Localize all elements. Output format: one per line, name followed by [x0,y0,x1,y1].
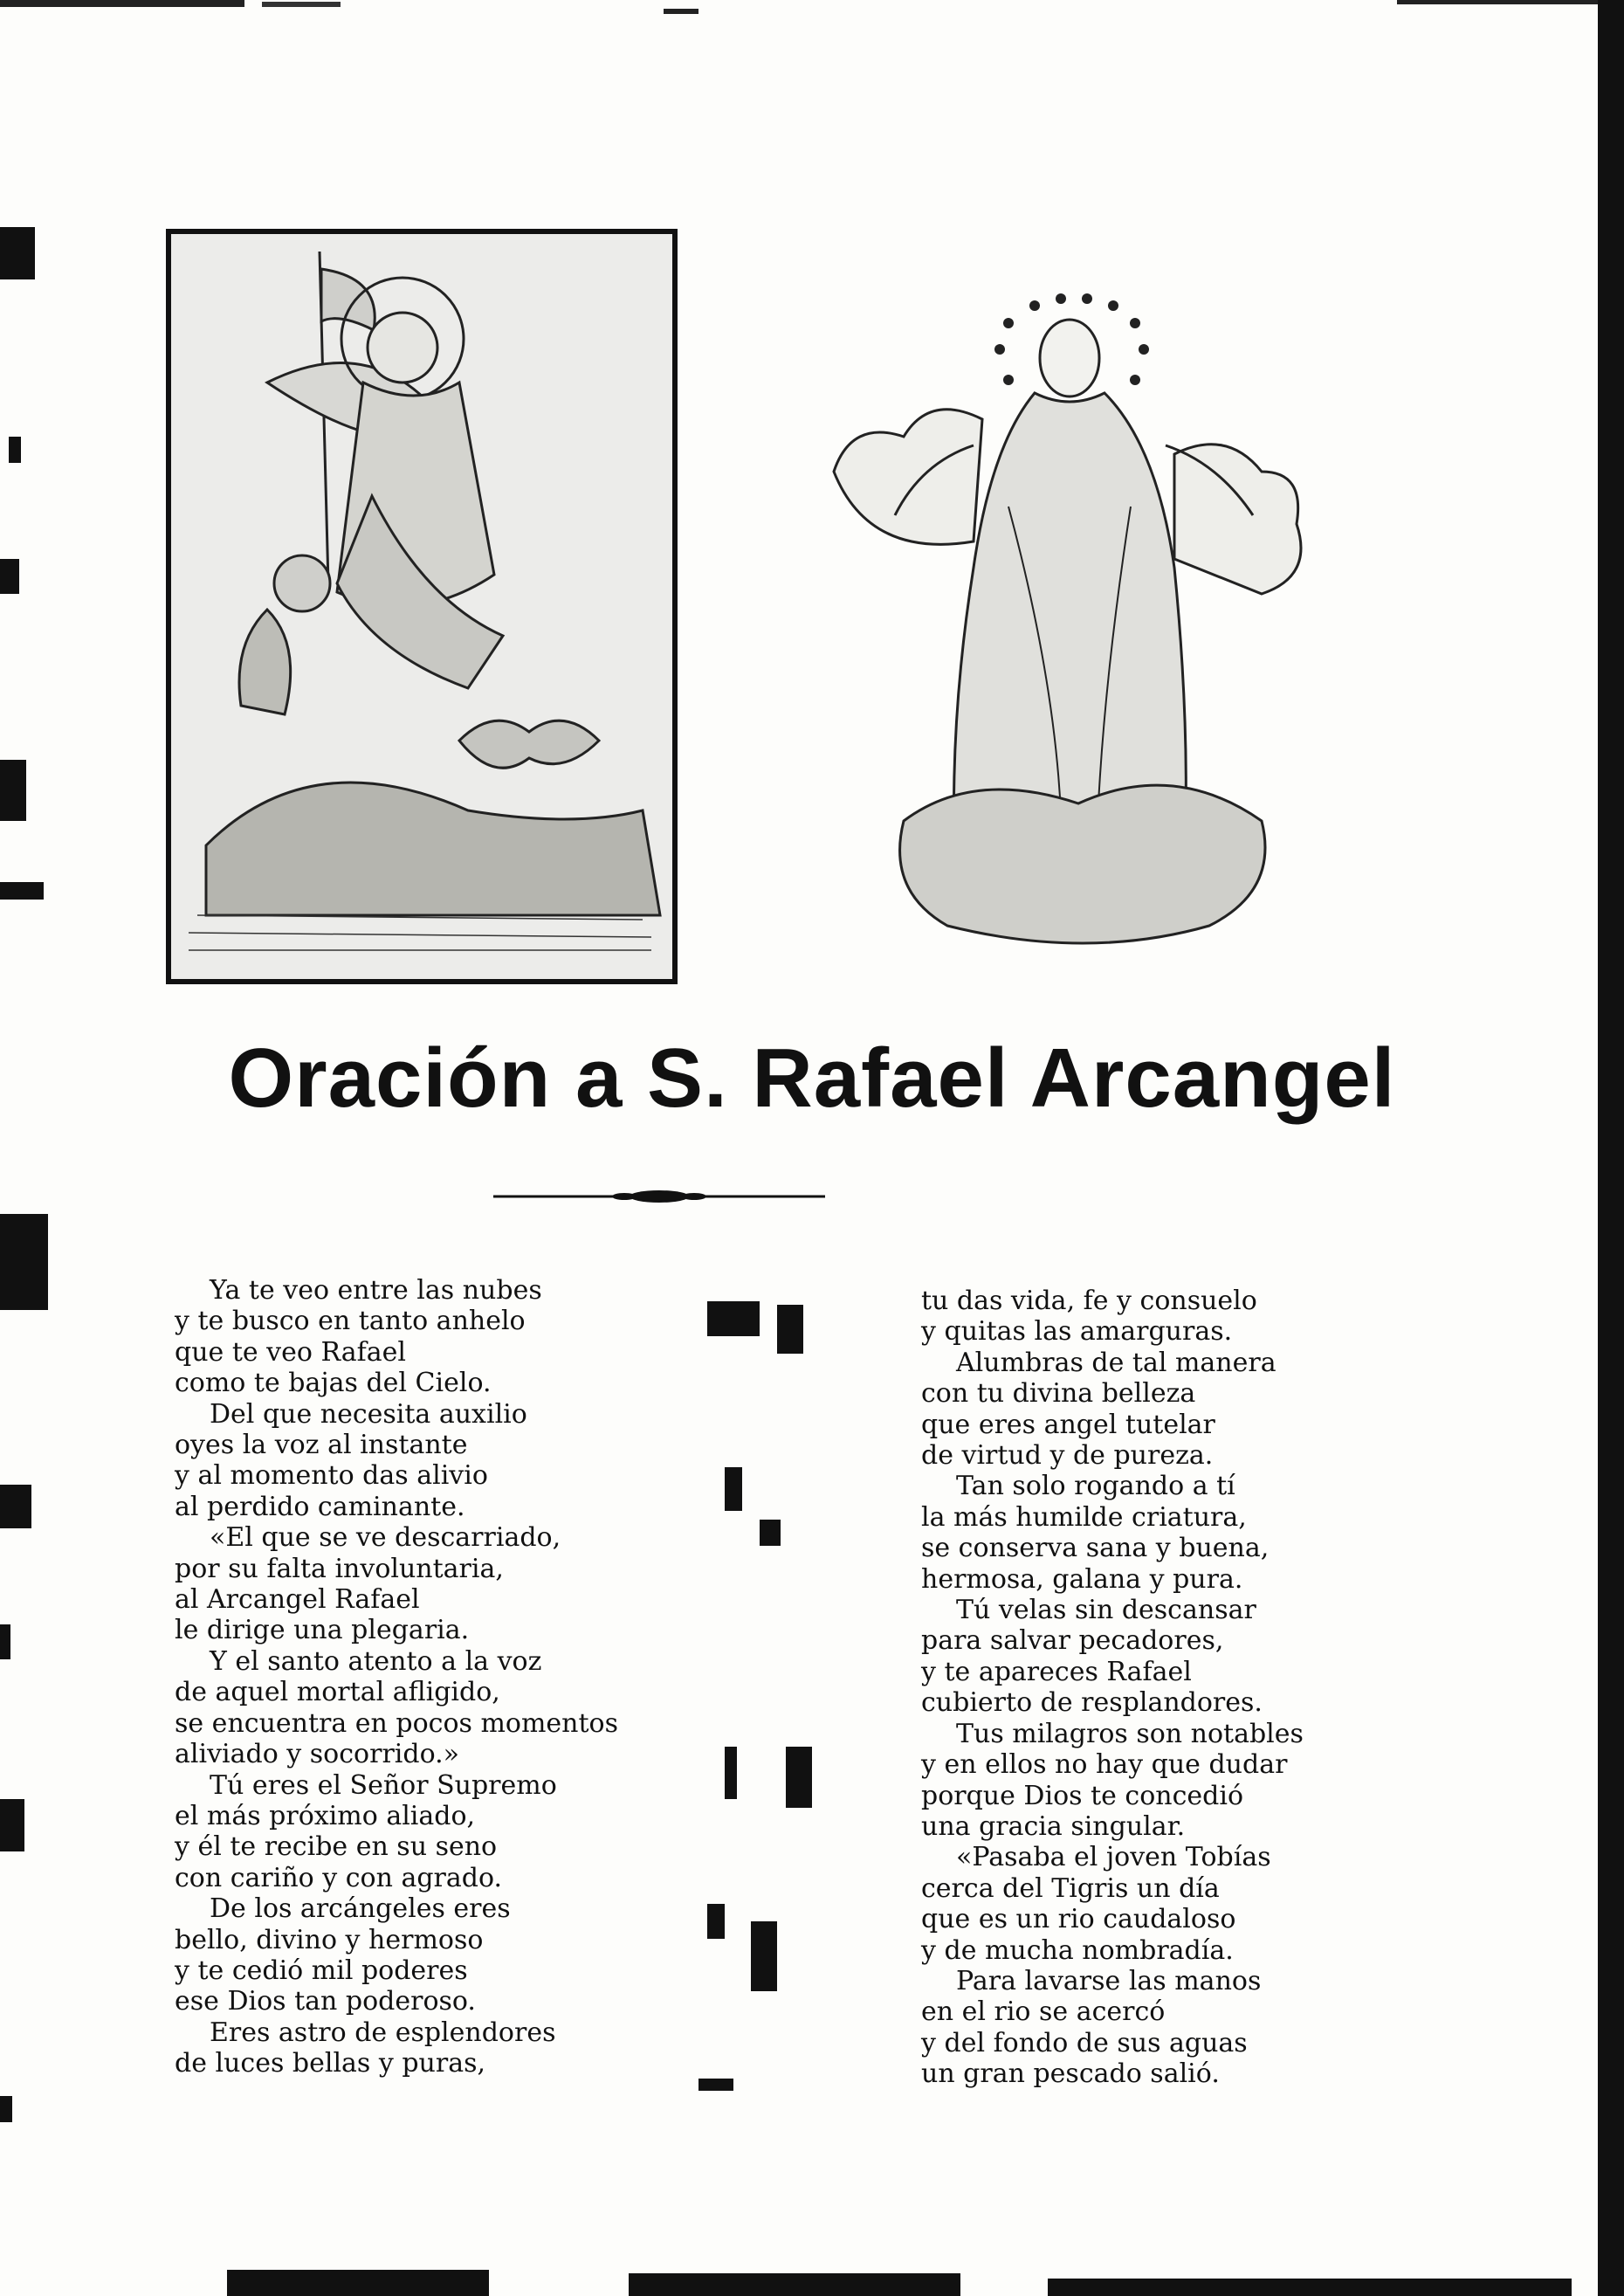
verse-line: y te cedió mil poderes [175,1955,468,1986]
verse-line: y de mucha nombradía. [921,1934,1234,1966]
verse-line: una gracia singular. [921,1810,1186,1842]
verse-line: con cariño y con agrado. [175,1862,503,1893]
verse-line: y del fondo de sus aguas [921,2027,1248,2058]
virgin-illustration [799,279,1340,996]
verse-line: oyes la voz al instante [175,1430,468,1461]
verse-line: y te busco en tanto anhelo [175,1306,526,1337]
verse-line: Eres astro de esplendores [210,2017,556,2048]
verse-line: se conserva sana y buena, [921,1533,1270,1564]
verse-line: la más humilde criatura, [921,1501,1247,1533]
archangel-illustration [171,234,672,979]
left-edge-noise [0,0,52,2296]
verse-line: que te veo Rafael [175,1336,406,1368]
page-title: Oración a S. Rafael Arcangel [228,1031,1396,1125]
verse-line: por su falta involuntaria, [175,1553,504,1584]
bottom-edge-noise [0,2244,1624,2296]
virgin-woodcut-image [799,279,1340,996]
verse-line: «Pasaba el joven Tobías [956,1842,1271,1873]
raphael-woodcut-image [166,229,678,984]
verse-line: y él te recibe en su seno [175,1831,498,1863]
verse-line: hermosa, galana y pura. [921,1563,1243,1595]
verse-line: ese Dios tan poderoso. [175,1986,476,2017]
verse-line: Y el santo atento a la voz [210,1645,542,1677]
title-divider [493,1188,825,1205]
verse-line: se encuentra en pocos momentos [175,1707,618,1739]
verse-line: para salvar pecadores, [921,1625,1224,1657]
verse-line: un gran pescado salió. [921,2058,1220,2090]
verse-line: con tu divina belleza [921,1378,1196,1410]
right-dark-edge [1598,0,1624,2296]
verse-line: de aquel mortal afligido, [175,1677,500,1708]
verse-line: Tan solo rogando a tí [956,1471,1235,1502]
verse-line: Alumbras de tal manera [956,1347,1276,1378]
verse-column-left [175,1275,664,2079]
verse-line: bello, divino y hermoso [175,1924,484,1955]
verse-line: «El que se ve descarriado, [210,1522,561,1554]
verse-line: el más próximo aliado, [175,1800,476,1831]
verse-column-right [921,1286,1410,2090]
verse-line: Tú velas sin descansar [956,1595,1256,1626]
verse-line: Tú eres el Señor Supremo [210,1769,557,1801]
verse-line: y te apareces Rafael [921,1656,1192,1687]
verse-line: cerca del Tigris un día [921,1872,1220,1904]
verse-line: de luces bellas y puras, [175,2048,486,2079]
verse-line: al perdido caminante. [175,1491,465,1522]
top-edge-noise [0,0,1624,26]
verse-line: y en ellos no hay que dudar [921,1749,1288,1781]
verse-line: en el rio se acercó [921,1996,1166,2028]
verse-line: como te bajas del Cielo. [175,1368,492,1399]
verse-line: Del que necesita auxilio [210,1398,527,1430]
verse-line: De los arcángeles eres [210,1893,511,1925]
verse-line: de virtud y de pureza. [921,1440,1214,1472]
verse-line: al Arcangel Rafael [175,1584,420,1616]
verse-line: Para lavarse las manos [956,1965,1262,1996]
verse-line: que eres angel tutelar [921,1409,1215,1440]
verse-line: y al momento das alivio [175,1460,488,1492]
verse-line: tu das vida, fe y consuelo [921,1286,1257,1316]
center-gutter-noise [672,1293,847,2131]
verse-line: y quitas las amarguras. [921,1316,1233,1348]
verse-line: le dirige una plegaria. [175,1615,470,1646]
verse-line: aliviado y socorrido.» [175,1739,460,1770]
verse-line: cubierto de resplandores. [921,1687,1263,1719]
verse-line: porque Dios te concedió [921,1780,1244,1811]
verse-line: Tus milagros son notables [956,1718,1304,1749]
verse-line: Ya te veo entre las nubes [210,1275,542,1306]
verse-line: que es un rio caudaloso [921,1904,1236,1935]
